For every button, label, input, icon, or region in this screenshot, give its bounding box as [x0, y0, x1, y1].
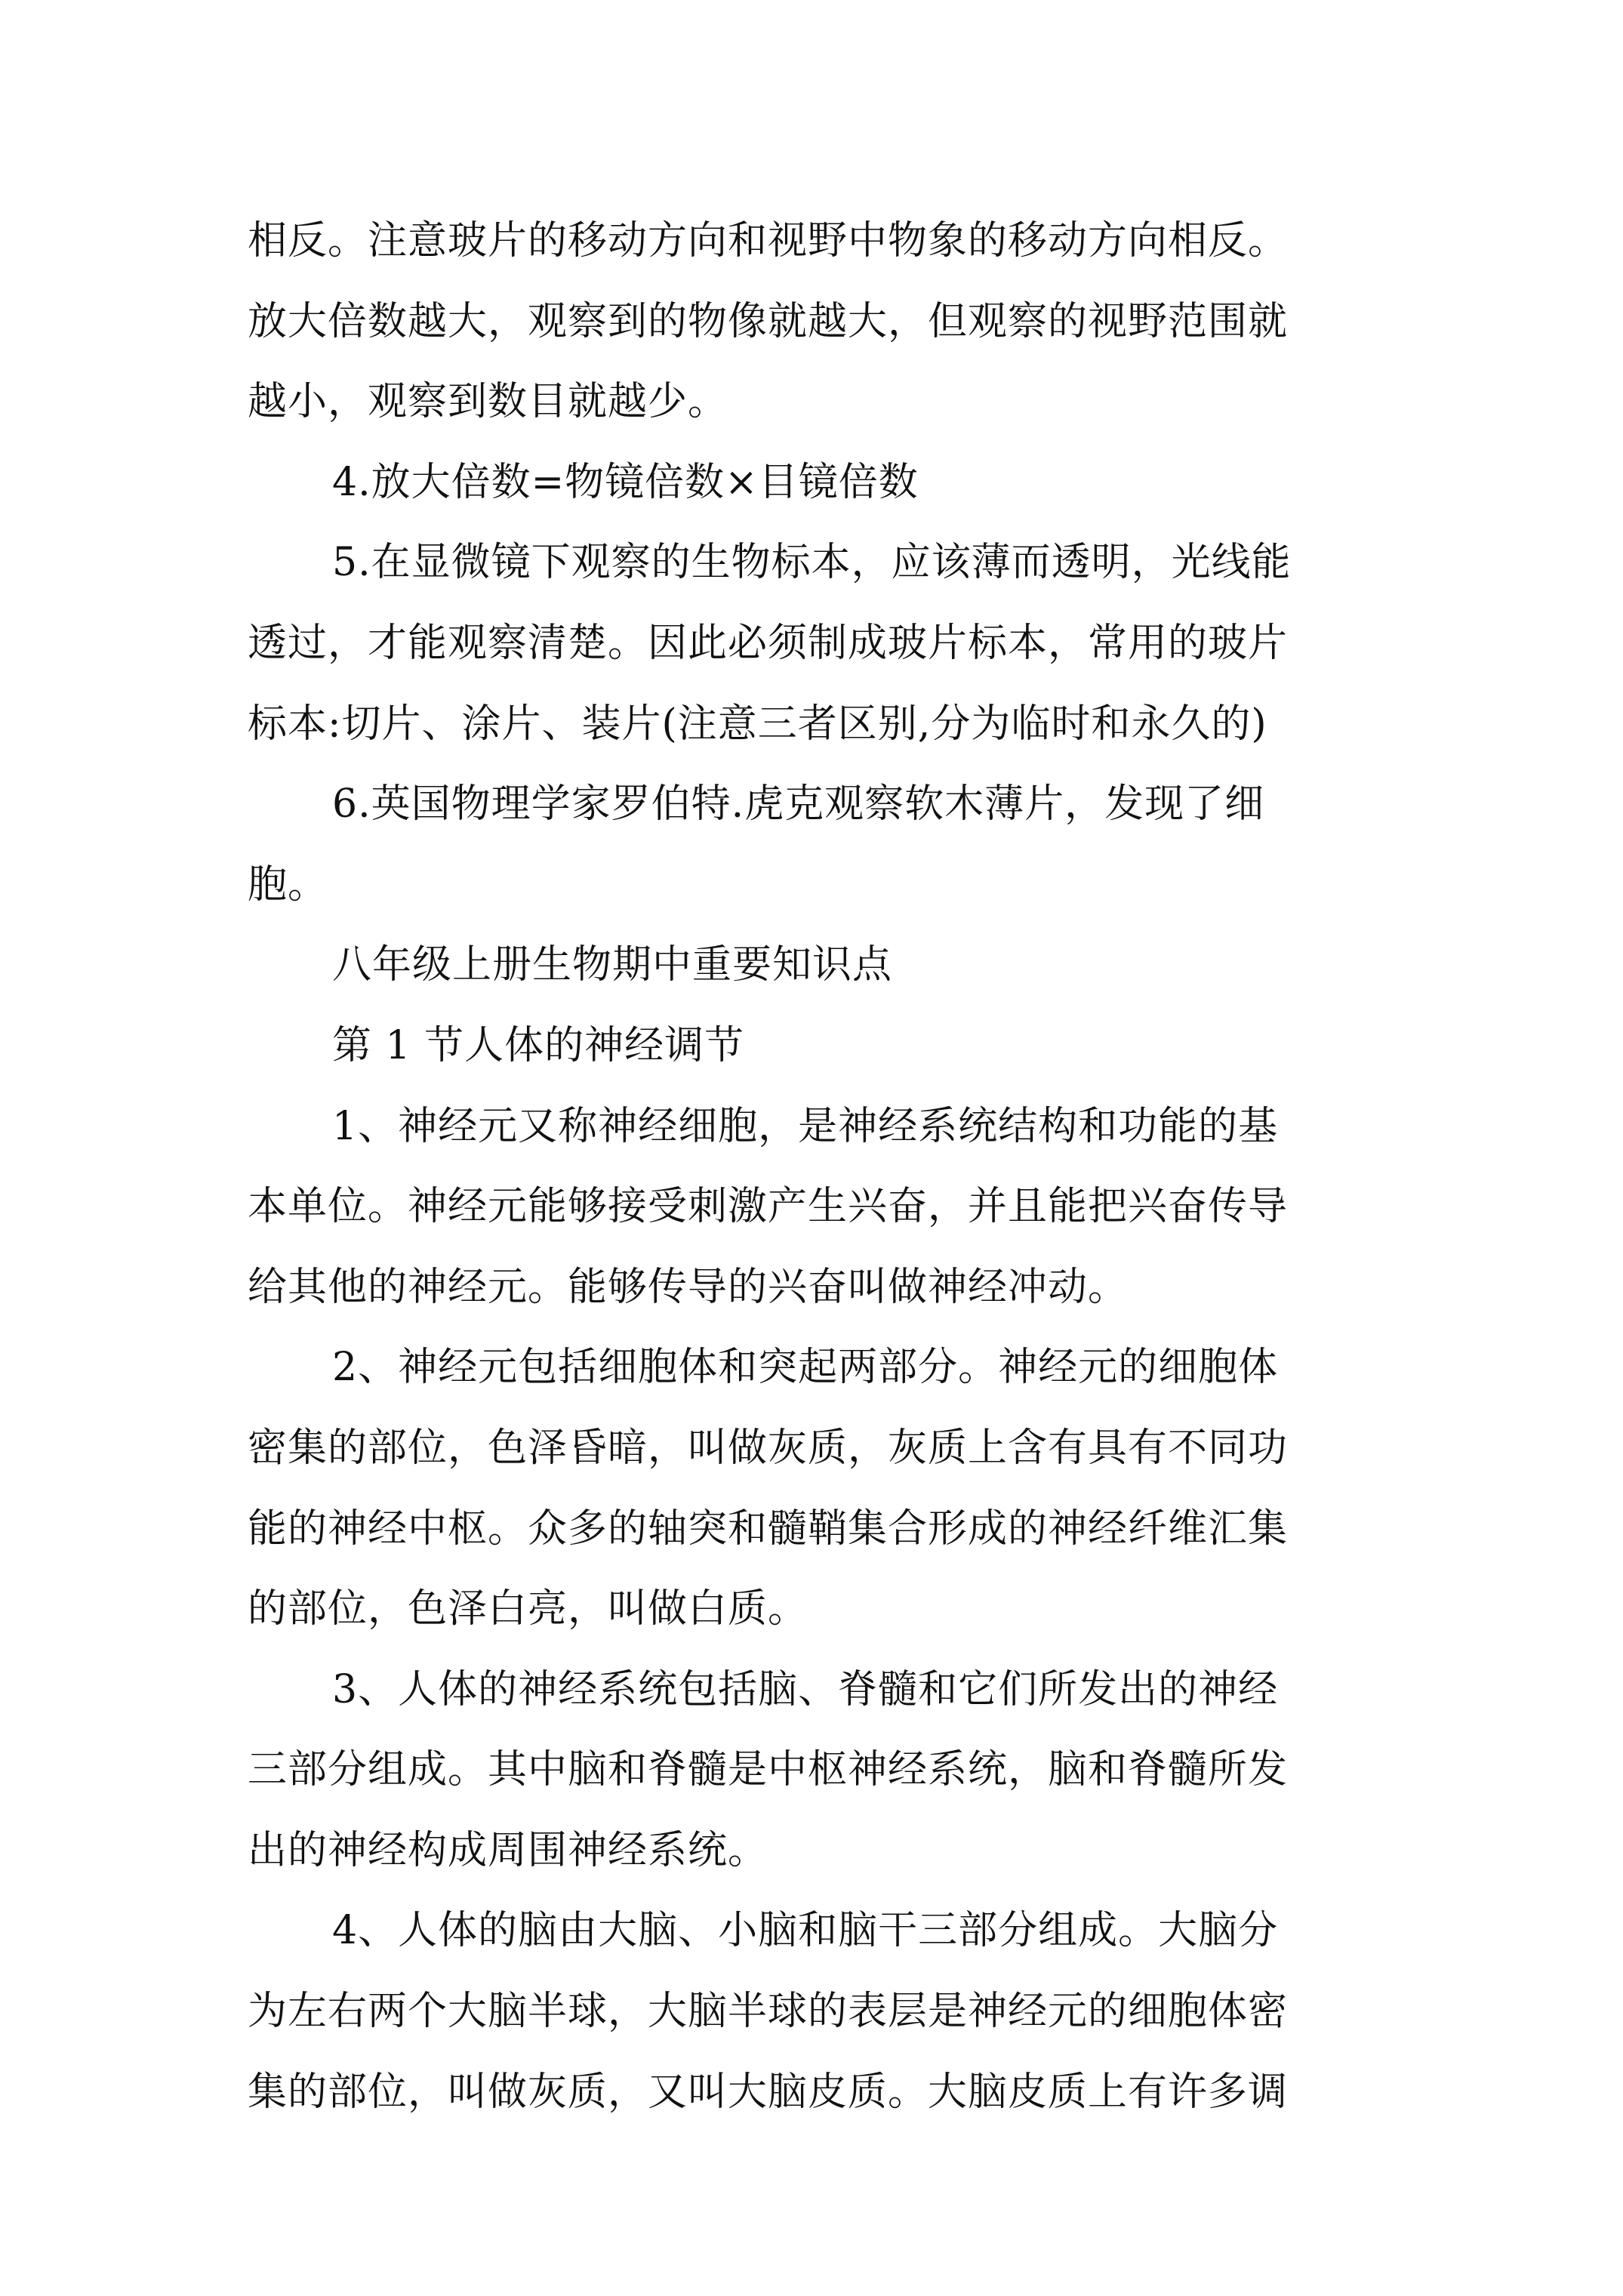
text-line-5: 5.在显微镜下观察的生物标本，应该薄而透明，光线能 — [332, 540, 1292, 586]
text-line-21: 出的神经构成周围神经系统。 — [248, 1827, 768, 1873]
text-line-17: 能的神经中枢。众多的轴突和髓鞘集合形成的神经纤维汇集 — [248, 1505, 1289, 1552]
text-line-19: 3、人体的神经系统包括脑、脊髓和它们所发出的神经 — [332, 1666, 1279, 1712]
text-line-20: 三部分组成。其中脑和脊髓是中枢神经系统，脑和脊髓所发 — [248, 1747, 1289, 1793]
text-line-9: 胞。 — [248, 861, 328, 908]
document-body — [248, 201, 1425, 2132]
text-line-23: 为左右两个大脑半球，大脑半球的表层是神经元的细胞体密 — [248, 1989, 1289, 2035]
text-line-12: 1、神经元又称神经细胞，是神经系统结构和功能的基 — [332, 1103, 1279, 1149]
text-line-4: 4.放大倍数=物镜倍数×目镜倍数 — [332, 459, 919, 505]
text-line-7: 标本:切片、涂片、装片(注意三者区别,分为临时和永久的) — [248, 701, 1267, 747]
text-line-22: 4、人体的脑由大脑、小脑和脑干三部分组成。大脑分 — [332, 1908, 1279, 1954]
text-line-2: 放大倍数越大，观察到的物像就越大，但观察的视野范围就 — [248, 298, 1289, 344]
text-line-8: 6.英国物理学家罗伯特.虎克观察软木薄片，发现了细 — [332, 781, 1265, 827]
text-line-16: 密集的部位，色泽昏暗，叫做灰质，灰质上含有具有不同功 — [248, 1425, 1289, 1471]
text-line-14: 给其他的神经元。能够传导的兴奋叫做神经冲动。 — [248, 1264, 1129, 1310]
subsection-heading: 第 1 节人体的神经调节 — [332, 1022, 745, 1068]
text-line-15: 2、神经元包括细胞体和突起两部分。神经元的细胞体 — [332, 1345, 1279, 1391]
text-line-13: 本单位。神经元能够接受刺激产生兴奋，并且能把兴奋传导 — [248, 1184, 1289, 1230]
text-line-18: 的部位，色泽白亮，叫做白质。 — [248, 1586, 808, 1632]
text-line-6: 透过，才能观察清楚。因此必须制成玻片标本，常用的玻片 — [248, 620, 1289, 666]
text-line-24: 集的部位，叫做灰质，又叫大脑皮质。大脑皮质上有许多调 — [248, 2069, 1289, 2115]
text-line-1: 相反。注意玻片的移动方向和视野中物象的移动方向相反。 — [248, 218, 1289, 264]
section-heading: 八年级上册生物期中重要知识点 — [332, 942, 893, 988]
text-line-3: 越小，观察到数目就越少。 — [248, 379, 728, 425]
